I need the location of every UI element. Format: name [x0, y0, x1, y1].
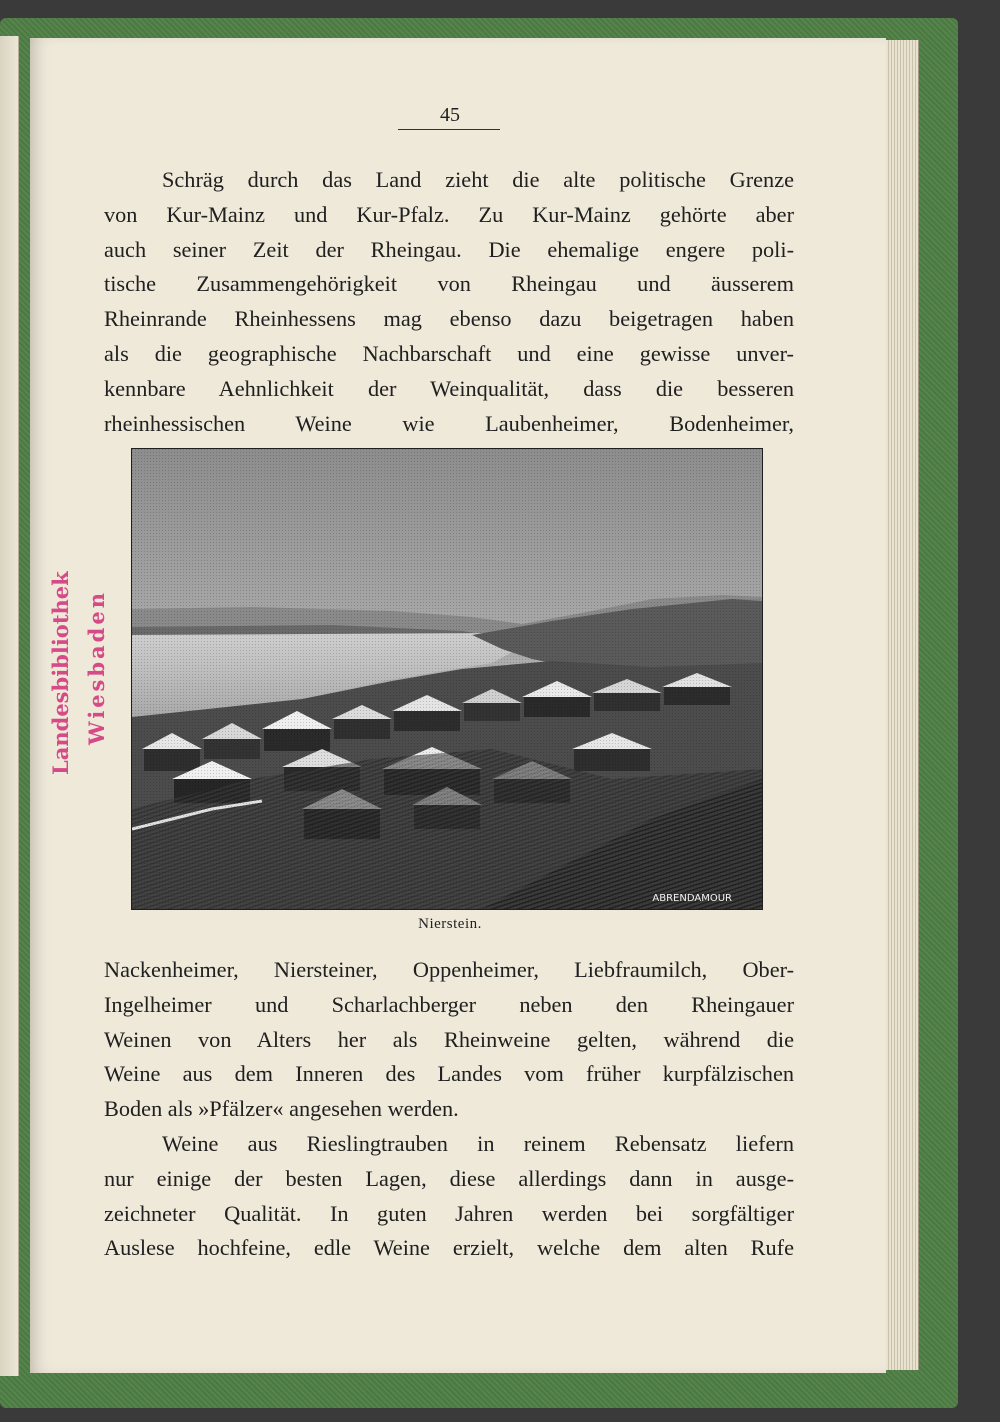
text-line: Auslese hochfeine, edle Weine erzielt, welche dem alten Rufe — [104, 1235, 794, 1261]
text-line: nur einige der besten Lagen, diese allerdings dann in ausge- — [104, 1165, 794, 1191]
text-line: Weinen von Alters her als Rheinweine gelten, während die — [104, 1026, 794, 1052]
paragraph-3 — [104, 1127, 794, 1266]
text-line: rheinhessischen Weine wie Laubenheimer, Bodenheimer, — [104, 410, 794, 436]
left-page-edge — [0, 36, 19, 1376]
stamp-line-1: Landesbibliothek — [48, 571, 73, 775]
library-stamp — [40, 560, 120, 780]
text-line: als die geographische Nachbarschaft und eine gewisse unver- — [104, 340, 794, 366]
text-line: Ingelheimer und Scharlachberger neben den Rheingauer — [104, 991, 794, 1017]
landscape-engraving — [132, 449, 762, 909]
stamp-line-2: Wiesbaden — [84, 590, 109, 745]
text-line: kennbare Aehnlichkeit der Weinqualität, dass die besseren — [104, 375, 794, 401]
text-line: Nackenheimer, Niersteiner, Oppenheimer, Liebfraumilch, Ober- — [104, 957, 794, 982]
text-line: Schräg durch das Land zieht die alte politische Grenze — [162, 167, 794, 192]
text-line: tische Zusammengehörigkeit von Rheingau und äusserem — [104, 271, 794, 297]
page-number-rule — [398, 129, 500, 130]
paragraph-2 — [104, 953, 794, 1127]
paragraph-1 — [104, 163, 794, 441]
figure-caption: Nierstein. — [418, 916, 482, 932]
photo-grain — [132, 449, 762, 909]
text-line: Weine aus dem Inneren des Landes vom früher kurpfälzischen — [104, 1061, 794, 1087]
text-line: von Kur-Mainz und Kur-Pfalz. Zu Kur-Mainz gehörte aber — [104, 201, 794, 227]
text-line: zeichneter Qualität. In guten Jahren werden bei sorgfältiger — [104, 1200, 794, 1226]
text-line: Rheinrande Rheinhessens mag ebenso dazu beigetragen haben — [104, 306, 794, 332]
page-number: 45 — [440, 104, 460, 126]
engraver-signature: ABRENDAMOUR — [652, 893, 732, 904]
text-line: Weine aus Rieslingtrauben in reinem Rebensatz liefern — [162, 1131, 794, 1156]
text-line: Boden als »Pfälzer« angesehen werden. — [104, 1096, 459, 1122]
text-line: auch seiner Zeit der Rheingau. Die ehemalige engere poli- — [104, 236, 794, 262]
nierstein-photograph — [131, 448, 763, 910]
